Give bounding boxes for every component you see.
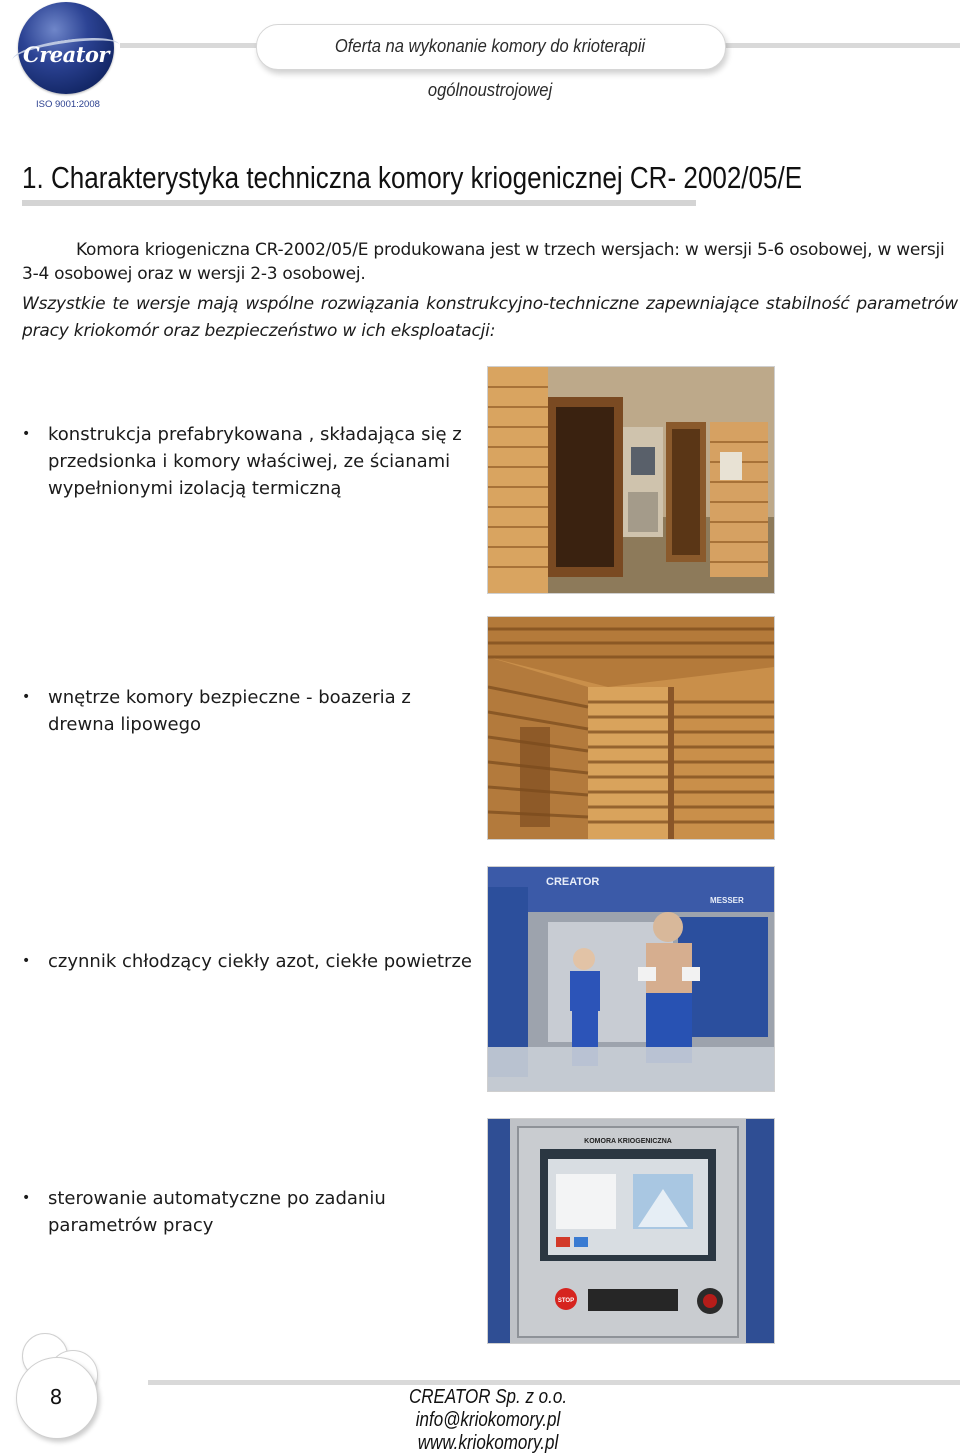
photo-control-panel (487, 1118, 775, 1344)
photo-brand-label: CREATOR (546, 876, 600, 888)
footer-company: CREATOR Sp. z o.o. (408, 1386, 568, 1408)
feature-item (22, 421, 472, 511)
header-banner-text: Oferta na wykonanie komory do krioterapii ogólnoustrojowej (334, 36, 646, 100)
bullet-icon: • (22, 953, 31, 969)
intro-paragraph: Komora kriogeniczna CR-2002/05/E produkowana jest w trzech wersjach: w wersji 5-6 osobowej, w wersji 3-4 osobowej oraz w wersji 2-3 osobowej. (22, 240, 945, 284)
stop-label: STOP (557, 1298, 575, 1304)
iso-certification: ISO 9001:2008 (36, 99, 100, 110)
footer-rule (148, 1380, 960, 1385)
feature-text: czynnik chłodzący ciekły azot, ciekłe powietrze (48, 951, 472, 972)
feature-item (22, 1185, 472, 1245)
page-number: 8 (49, 1385, 63, 1409)
logo-text: Creator (22, 42, 110, 67)
intro-italic-paragraph: Wszystkie te wersje mają wspólne rozwiązania konstrukcyjno-techniczne zapewniające stabilność parametrów pracy kriokomór oraz bezpieczeństwo w ich eksploatacji: (22, 294, 958, 341)
panel-label: KOMORA KRIOGENICZNA (584, 1138, 672, 1145)
footer-website[interactable]: www.kriokomory.pl (417, 1432, 559, 1454)
title-underline (22, 200, 696, 206)
feature-item (22, 948, 472, 1008)
photo-partner-label: MESSER (710, 896, 744, 905)
footer-email[interactable]: info@kriokomory.pl (415, 1409, 561, 1431)
bullet-icon: • (22, 1190, 31, 1206)
feature-text: wnętrze komory bezpieczne - boazeria z drewna lipowego (48, 687, 411, 735)
feature-text: sterowanie automatyczne po zadaniu parametrów pracy (48, 1188, 386, 1236)
feature-item (22, 684, 472, 744)
section-title: 1. Charakterystyka techniczna komory kriogenicznej CR- 2002/05/E (22, 160, 803, 195)
photo-chamber-users (487, 866, 775, 1092)
photo-chamber-exterior (487, 366, 775, 594)
bullet-icon: • (22, 426, 31, 442)
bullet-icon: • (22, 689, 31, 705)
logo-globe-icon (18, 2, 114, 94)
photo-chamber-interior (487, 616, 775, 840)
company-logo (18, 2, 116, 98)
feature-text: konstrukcja prefabrykowana , składająca się z przedsionka i komory właściwej, ze ścianami wypełnionymi izolacją termiczną (48, 424, 462, 499)
